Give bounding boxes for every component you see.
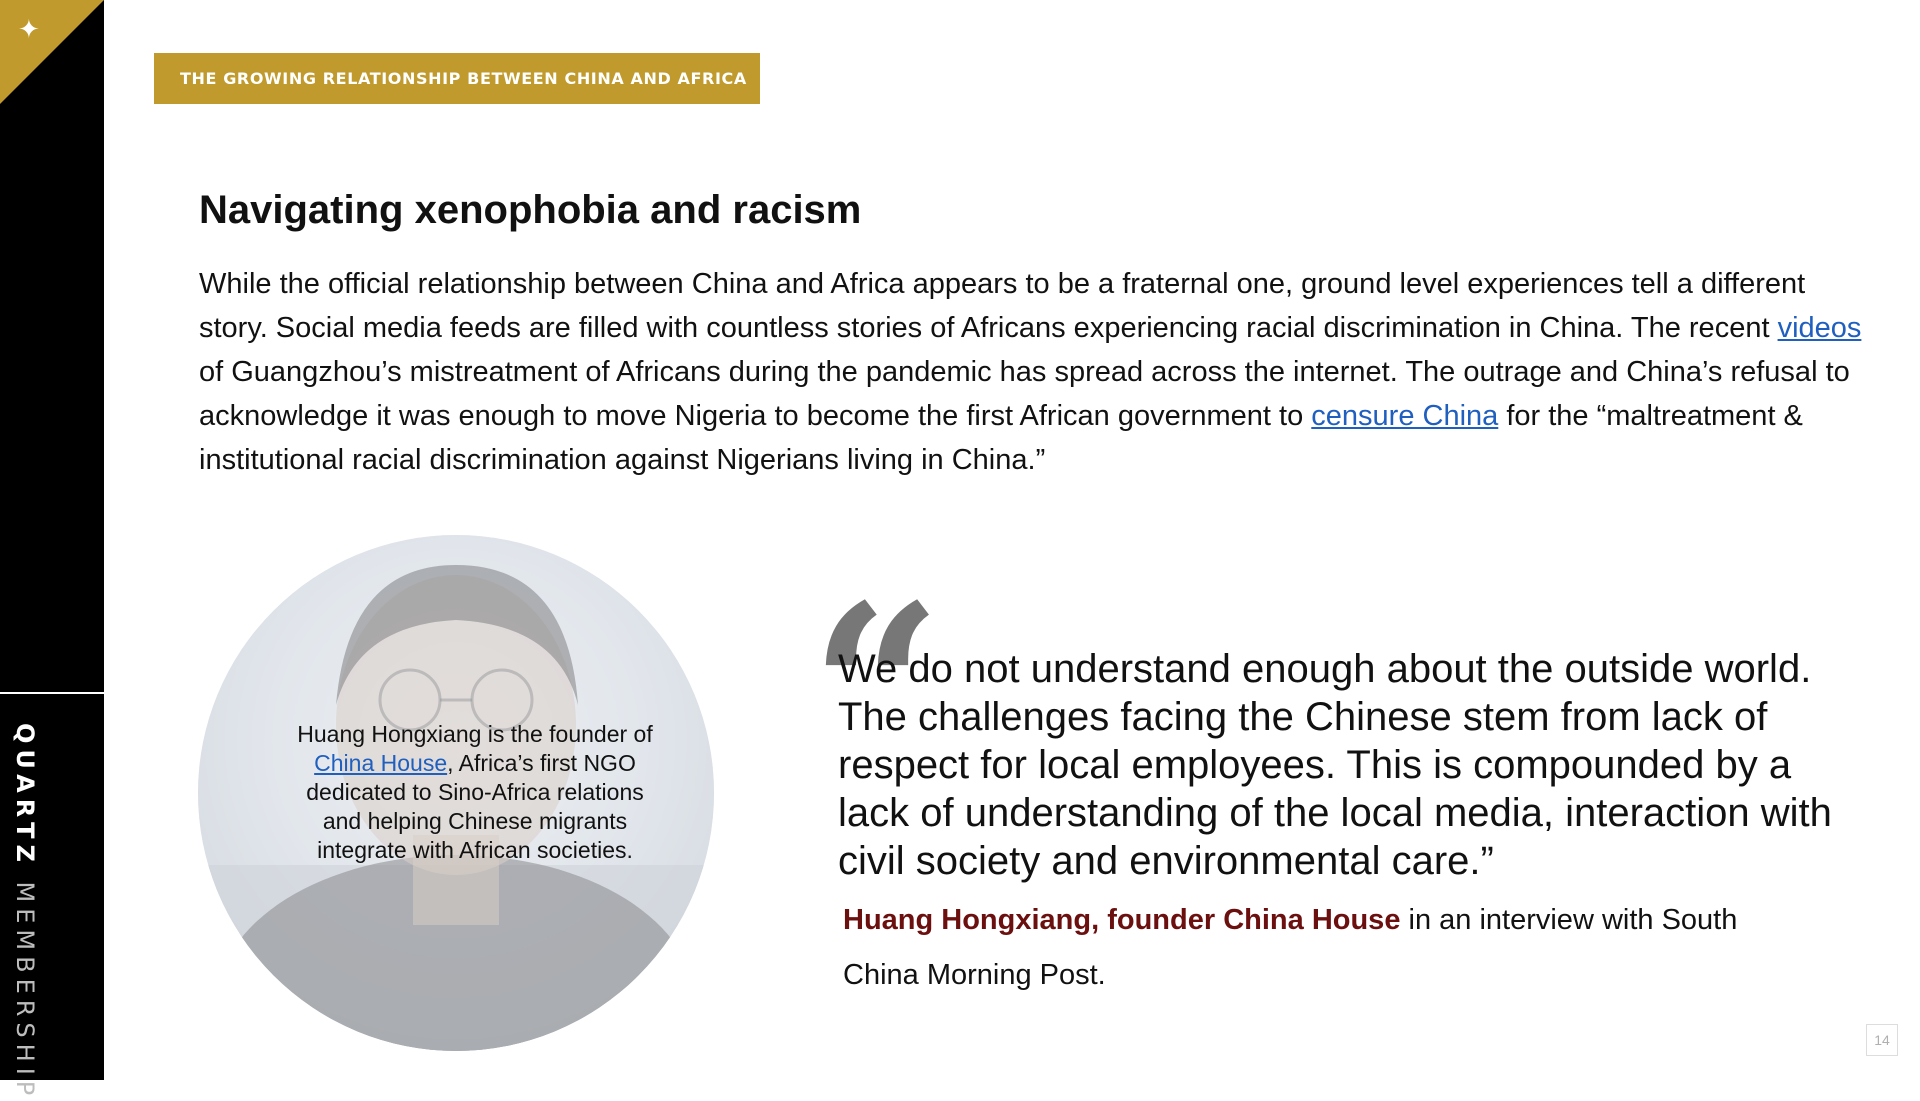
intro-text-3: for the “maltreatment & institutional racial discrimination against Nigerians living in China.” <box>199 400 1803 476</box>
attribution-name: Huang Hongxiang, founder China House <box>843 904 1401 936</box>
brand-name-bold: QUARTZ <box>11 723 39 868</box>
quote-attribution <box>843 893 1783 1003</box>
caption-text-1: Huang Hongxiang is the founder of <box>297 721 653 747</box>
videos-link[interactable]: videos <box>1777 312 1862 344</box>
quote-mark-icon: “ <box>810 555 943 825</box>
section-tag: THE GROWING RELATIONSHIP BETWEEN CHINA AND AFRICA <box>154 53 760 104</box>
brand-name-light: MEMBERSHIP <box>11 881 39 1101</box>
intro-text-1: While the official relationship between China and Africa appears to be a fraternal one, ground level experiences tell a different story. Social media feeds are filled with countless stories of Africans experiencing racial discrimination in China. The recent <box>199 268 1806 344</box>
china-house-link[interactable]: China House <box>314 750 448 776</box>
attribution-rest: in an interview with South China Morning Post. <box>843 904 1738 991</box>
sidebar-divider <box>0 692 104 694</box>
page-number: 14 <box>1866 1024 1898 1056</box>
intro-paragraph <box>199 262 1879 482</box>
caption-text-2: , Africa’s first NGO dedicated to Sino-Africa relations and helping Chinese migrants integrate with African societies. <box>306 750 644 863</box>
photo-caption <box>290 720 660 865</box>
quote-text: We do not understand enough about the outside world. The challenges facing the Chinese stem from lack of respect for local employees. This is compounded by a lack of understanding of the local media, interaction with civil society and environmental care.” <box>838 647 1832 883</box>
page-title: Navigating xenophobia and racism <box>199 188 862 232</box>
censure-china-link[interactable]: censure China <box>1311 400 1499 432</box>
corner-accent <box>0 0 104 104</box>
star-icon: ✦ <box>18 14 40 44</box>
brand-label <box>10 723 40 1101</box>
sidebar <box>0 0 104 1101</box>
intro-text-2: of Guangzhou’s mistreatment of Africans during the pandemic has spread across the internet. The outrage and China’s refusal to acknowledge it was enough to move Nigeria to become the first African government to <box>199 356 1850 432</box>
